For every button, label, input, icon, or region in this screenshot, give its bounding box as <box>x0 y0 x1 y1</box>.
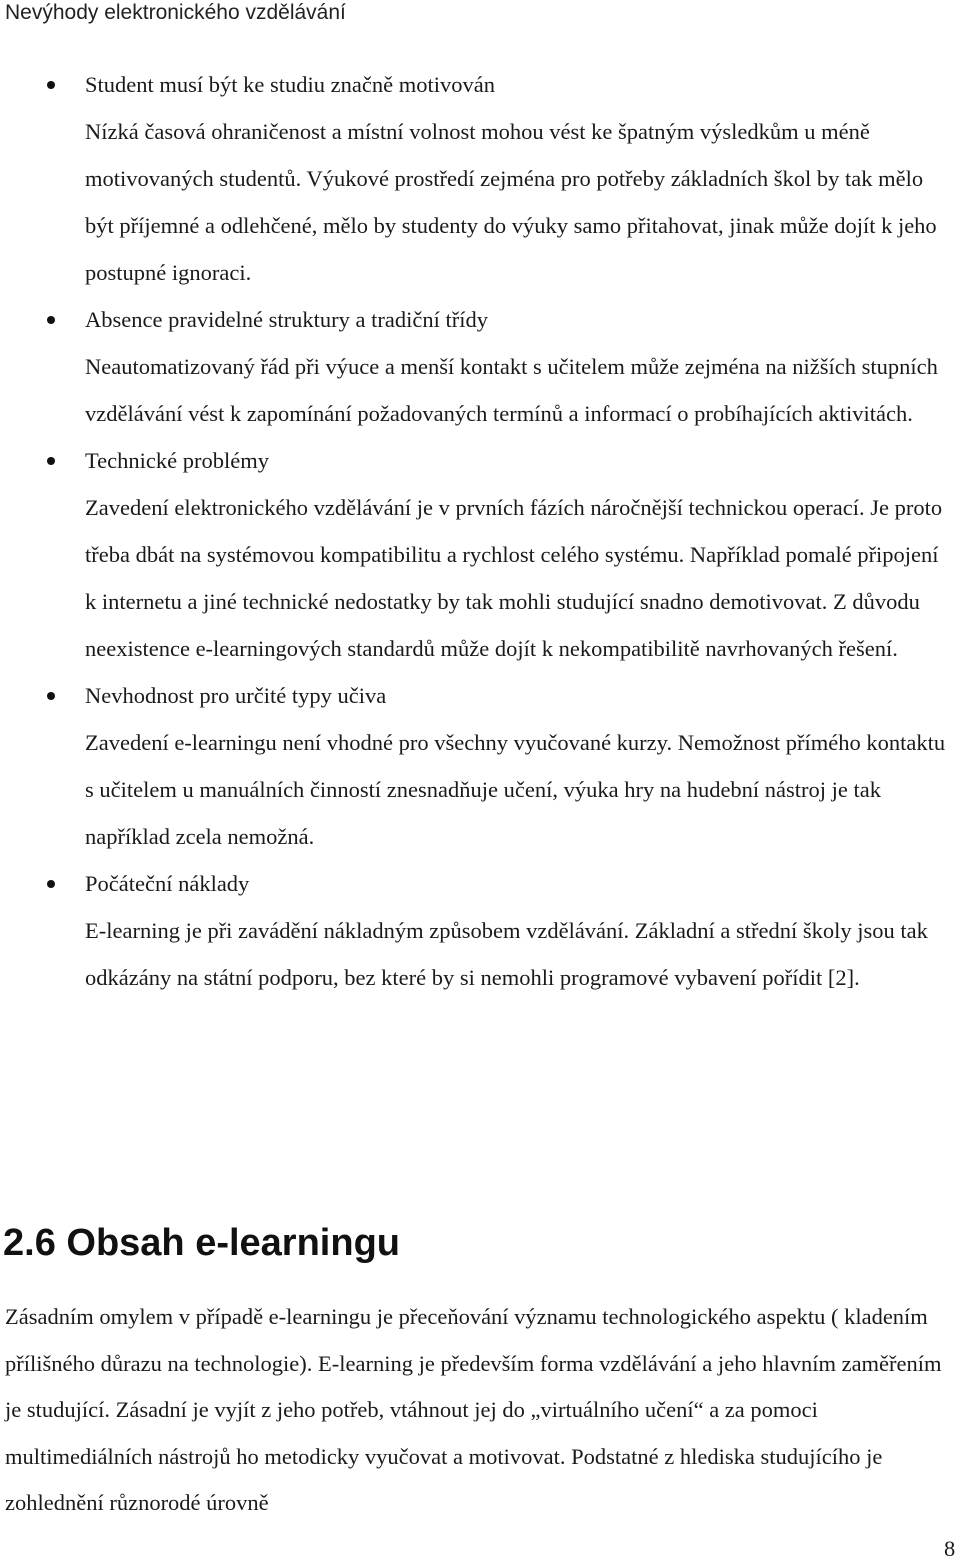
page-number: 8 <box>944 1536 956 1561</box>
list-item-body: Neautomatizovaný řád při výuce a menší kontakt s učitelem může zejména na nižších stupních vzdělávání vést k zapomínání požadovaných termínů a informací o probíhajících aktivitách. <box>85 354 938 426</box>
section-paragraph: Zásadním omylem v případě e-learningu je přeceňování významu technologického aspektu ( kladením přílišného důrazu na technologie). E-learning je především forma vzdělávání a jeho hlavním zaměřením je studující. Zásadní je vyjít z jeho potřeb, vtáhnout jej do „virtuálního učení“ a za pomoci multimediálních nástrojů ho metodicky vyučovat a motivovat. Podstatné z hlediska studujícího je zohlednění různorodé úrovně <box>5 1304 942 1515</box>
list-item <box>0 437 960 672</box>
list-item <box>0 296 960 437</box>
page-header-title: Nevýhody elektronického vzdělávání <box>5 1 346 24</box>
list-item-body: E-learning je při zavádění nákladným způsobem vzdělávání. Základní a střední školy jsou tak odkázány na státní podporu, bez které by si nemohli programové vybavení pořídit [2]. <box>85 918 928 990</box>
list-item-body: Zavedení elektronického vzdělávání je v prvních fázích náročnější technickou operací. Je proto třeba dbát na systémovou kompatibilitu a rychlost celého systému. Například pomalé připojení k internetu a jiné technické nedostatky by tak mohli studující snadno demotivovat. Z důvodu neexistence e-learningových standardů může dojít k nekompatibilitě navrhovaných řešení. <box>85 495 943 661</box>
section-heading: 2.6 Obsah e-learningu <box>3 1222 400 1264</box>
bullet-icon <box>47 316 55 324</box>
bullet-icon <box>47 692 55 700</box>
list-item-title: Student musí být ke studiu značně motivován <box>85 72 495 97</box>
list-item <box>0 860 960 1001</box>
list-item-title: Nevhodnost pro určité typy učiva <box>85 683 387 708</box>
list-item-title: Absence pravidelné struktury a tradiční třídy <box>85 307 488 332</box>
list-item-title: Technické problémy <box>85 448 269 473</box>
list-item-title: Počáteční náklady <box>85 871 250 896</box>
list-item <box>0 672 960 860</box>
bullet-icon <box>47 81 55 89</box>
list-item <box>0 61 960 296</box>
list-item-body: Nízká časová ohraničenost a místní volnost mohou vést ke špatným výsledkům u méně motivovaných studentů. Výukové prostředí zejména pro potřeby základních škol by tak mělo být příjemné a odlehčené, mělo by studenty do výuky samo přitahovat, jinak může dojít k jeho postupné ignoraci. <box>85 119 937 285</box>
bullet-icon <box>47 880 55 888</box>
bullet-icon <box>47 457 55 465</box>
disadvantages-list <box>0 61 960 1001</box>
list-item-body: Zavedení e-learningu není vhodné pro všechny vyučované kurzy. Nemožnost přímého kontaktu s učitelem u manuálních činností znesnadňuje učení, výuka hry na hudební nástroj je tak například zcela nemožná. <box>85 730 946 849</box>
